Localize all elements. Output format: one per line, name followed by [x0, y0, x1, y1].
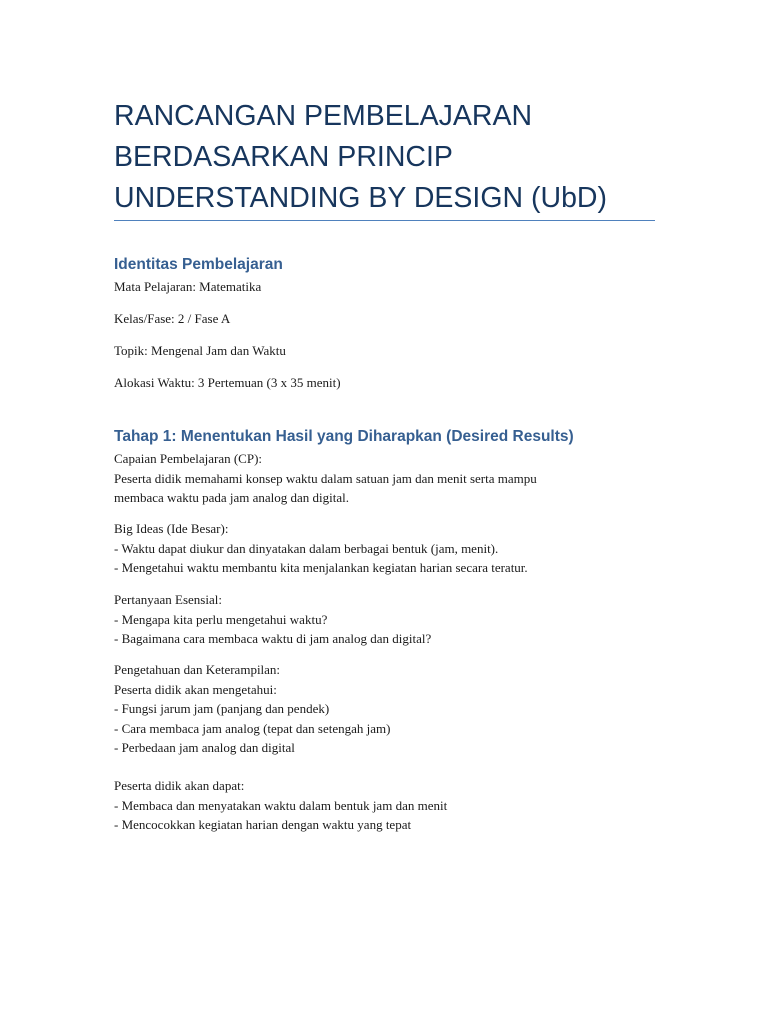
pengetahuan-item: - Perbedaan jam analog dan digital	[114, 740, 295, 755]
cp-line-1: Peserta didik memahami konsep waktu dalam satuan jam dan menit serta mampu	[114, 470, 537, 486]
text-topik: Topik: Mengenal Jam dan Waktu	[114, 343, 286, 358]
pertanyaan-item: - Mengapa kita perlu mengetahui waktu?	[114, 611, 328, 627]
title-line-3: UNDERSTANDING BY DESIGN (UbD)	[114, 182, 608, 214]
big-ideas-item: - Mengetahui waktu membantu kita menjalankan kegiatan harian secara teratur.	[114, 560, 528, 575]
pertanyaan-item: - Bagaimana cara membaca waktu di jam analog dan digital?	[114, 631, 432, 646]
title-line-1: RANCANGAN PEMBELAJARAN	[114, 100, 533, 132]
pengetahuan-sub-label: Peserta didik akan mengetahui:	[114, 681, 277, 697]
big-ideas-item: - Waktu dapat diukur dan dinyatakan dalam berbagai bentuk (jam, menit).	[114, 540, 499, 556]
pengetahuan-item: - Cara membaca jam analog (tepat dan setengah jam)	[114, 720, 391, 736]
pertanyaan-label: Pertanyaan Esensial:	[114, 592, 222, 607]
keterampilan-label: Peserta didik akan dapat:	[114, 778, 245, 793]
pengetahuan-label: Pengetahuan dan Keterampilan:	[114, 662, 281, 677]
title-line-2: BERDASARKAN PRINCIP	[114, 141, 453, 173]
cp-line-2: membaca waktu pada jam analog dan digital.	[114, 490, 349, 505]
paragraph-capaian-pembelajaran	[114, 449, 537, 508]
text-alokasi-waktu: Alokasi Waktu: 3 Pertemuan (3 x 35 menit)	[114, 375, 341, 390]
big-ideas-label: Big Ideas (Ide Besar):	[114, 521, 229, 536]
heading-tahap-1: Tahap 1: Menentukan Hasil yang Diharapkan (Desired Results)	[114, 428, 574, 445]
heading-identitas: Identitas Pembelajaran	[114, 256, 283, 273]
paragraph-big-ideas	[114, 519, 528, 578]
title-underline-divider	[114, 220, 655, 221]
paragraph-pengetahuan	[114, 660, 391, 758]
keterampilan-item: - Mencocokkan kegiatan harian dengan waktu yang tepat	[114, 817, 412, 832]
paragraph-keterampilan	[114, 776, 447, 835]
text-kelas-fase: Kelas/Fase: 2 / Fase A	[114, 311, 231, 326]
pengetahuan-item: - Fungsi jarum jam (panjang dan pendek)	[114, 701, 330, 716]
keterampilan-item: - Membaca dan menyatakan waktu dalam bentuk jam dan menit	[114, 797, 448, 813]
paragraph-pertanyaan-esensial	[114, 590, 431, 649]
document-title	[114, 96, 656, 219]
text-mata-pelajaran: Mata Pelajaran: Matematika	[114, 279, 262, 294]
cp-label: Capaian Pembelajaran (CP):	[114, 451, 263, 466]
